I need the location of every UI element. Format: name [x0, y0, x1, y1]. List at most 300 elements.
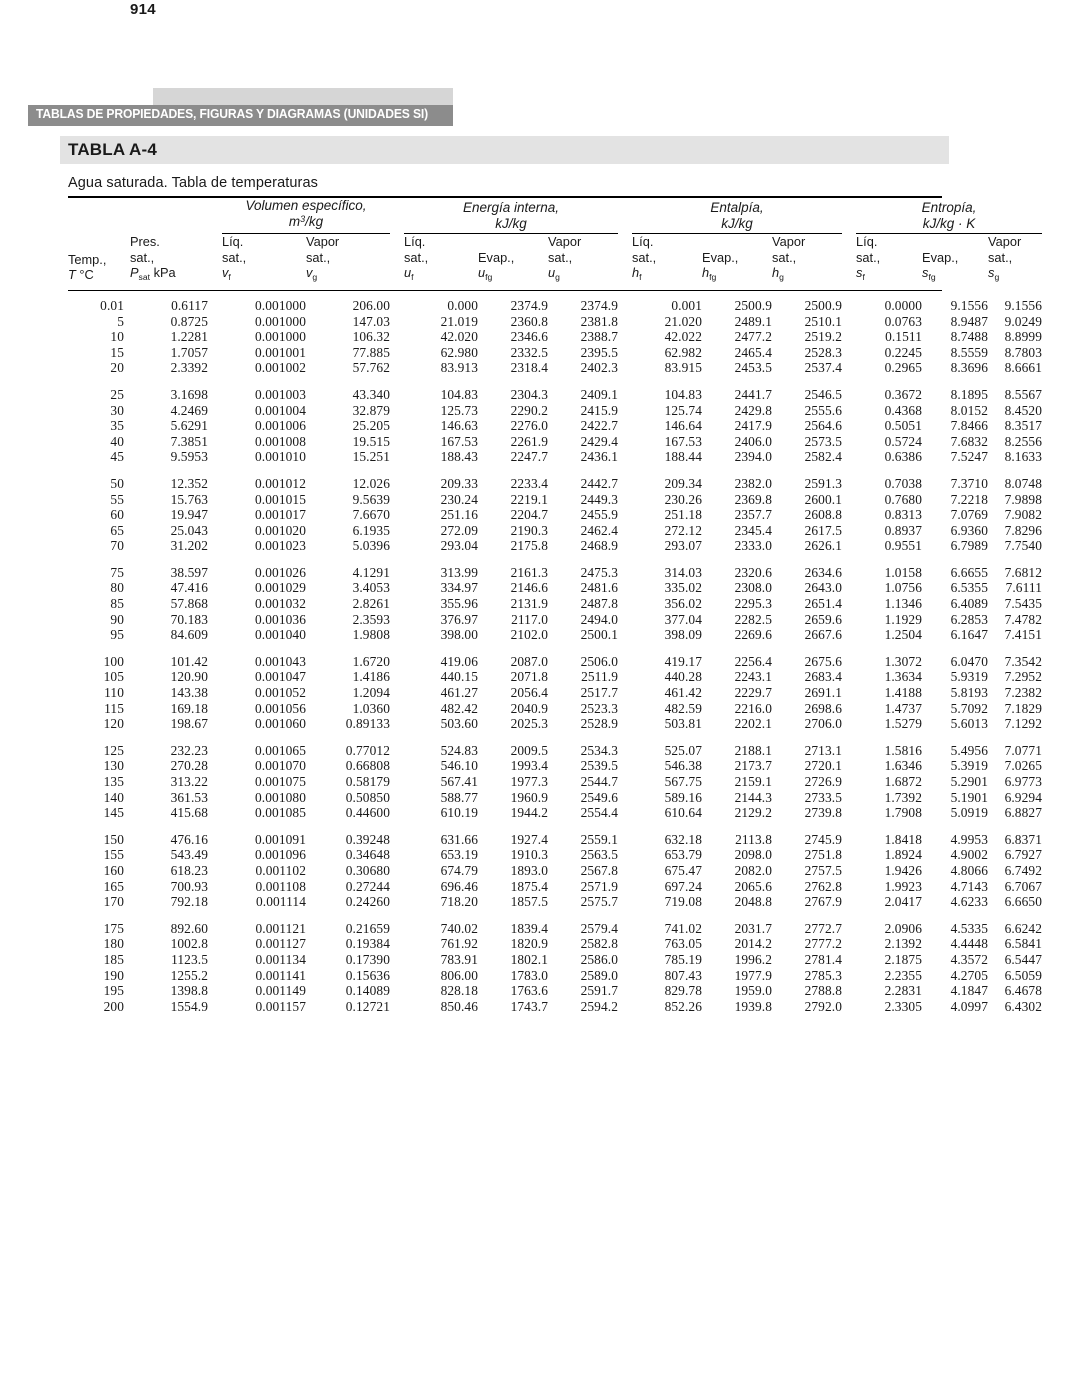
column-gap [208, 565, 222, 581]
cell-value: 1.5816 [884, 742, 922, 758]
cell-value: 0.19384 [345, 936, 390, 952]
cell-value: 1763.6 [510, 983, 548, 999]
cell-temperature: 145 [103, 805, 124, 821]
column-gap [208, 685, 222, 701]
cell-value: 6.4678 [1004, 983, 1042, 999]
cell-value: 2282.5 [734, 611, 772, 627]
column-gap [842, 449, 856, 465]
column-gap [618, 654, 632, 670]
cell-value: 7.6111 [1005, 580, 1042, 596]
cell-value: 1.1346 [884, 596, 922, 612]
column-gap [208, 936, 222, 952]
column-header-row [68, 234, 1042, 287]
cell-value: 0.001010 [254, 449, 306, 465]
cell-value: 2065.6 [734, 878, 772, 894]
cell-value: 4.8066 [950, 862, 988, 878]
cell-value: 2290.2 [510, 402, 548, 418]
table-row [68, 580, 1042, 596]
cell-value: 2651.4 [804, 596, 842, 612]
cell-value: 230.24 [440, 491, 478, 507]
cell-value: 7.1292 [1004, 716, 1042, 732]
cell-value: 293.04 [440, 538, 478, 554]
cell-value: 1002.8 [170, 936, 208, 952]
cell-value: 2487.8 [580, 596, 618, 612]
cell-value: 2579.4 [580, 920, 618, 936]
column-gap [390, 418, 404, 434]
column-gap [842, 523, 856, 539]
column-gap [842, 758, 856, 774]
cell-value: 2304.3 [510, 386, 548, 402]
cell-value: 0.001017 [254, 507, 306, 523]
cell-value: 6.6655 [950, 564, 988, 580]
cell-temperature: 120 [103, 716, 124, 732]
column-gap [618, 565, 632, 581]
table-row [68, 345, 1042, 361]
cell-value: 270.28 [170, 758, 208, 774]
table-row [68, 596, 1042, 612]
cell-value: 8.3517 [1004, 418, 1042, 434]
cell-value: 104.83 [440, 386, 478, 402]
cell-value: 84.609 [170, 627, 208, 643]
cell-value: 2374.9 [580, 297, 618, 313]
cell-value: 0.001029 [254, 580, 306, 596]
column-gap [842, 847, 856, 863]
column-gap [842, 360, 856, 376]
column-gap [618, 627, 632, 643]
column-gap [208, 403, 222, 419]
table-row [68, 758, 1042, 774]
cell-value: 2772.7 [804, 920, 842, 936]
cell-value: 807.43 [664, 967, 702, 983]
column-gap [390, 492, 404, 508]
cell-value: 419.17 [664, 653, 702, 669]
cell-value: 6.4302 [1004, 998, 1042, 1014]
cell-value: 0.77012 [345, 742, 390, 758]
cell-value: 0.001008 [254, 433, 306, 449]
cell-value: 0.001080 [254, 789, 306, 805]
cell-value: 1783.0 [510, 967, 548, 983]
cell-value: 2745.9 [804, 831, 842, 847]
column-gap [390, 669, 404, 685]
column-gap [618, 449, 632, 465]
cell-value: 2617.5 [804, 522, 842, 538]
cell-value: 206.00 [352, 297, 390, 313]
cell-value: 719.08 [664, 894, 702, 910]
cell-value: 2102.0 [510, 627, 548, 643]
column-gap [390, 565, 404, 581]
cell-value: 2.2355 [884, 967, 922, 983]
cell-value: 7.2218 [950, 491, 988, 507]
cell-value: 1993.4 [510, 758, 548, 774]
cell-value: 9.1556 [1004, 297, 1042, 313]
cell-value: 2056.4 [510, 685, 548, 701]
cell-value: 4.1847 [950, 983, 988, 999]
cell-value: 2382.0 [734, 475, 772, 491]
cell-value: 0.50850 [345, 789, 390, 805]
column-gap [208, 596, 222, 612]
cell-value: 2402.3 [580, 360, 618, 376]
column-gap [618, 403, 632, 419]
cell-value: 785.19 [664, 951, 702, 967]
column-gap [390, 403, 404, 419]
col-header-hg: Vapor sat., $h_g$ [772, 234, 806, 282]
column-gap [842, 863, 856, 879]
cell-value: 1.4186 [352, 669, 390, 685]
cell-temperature: 190 [103, 967, 124, 983]
cell-value: 0.5051 [884, 418, 922, 434]
table-row [68, 387, 1042, 403]
cell-value: 251.16 [440, 507, 478, 523]
cell-value: 2489.1 [734, 313, 772, 329]
column-gap [618, 805, 632, 821]
cell-value: 0.001047 [254, 669, 306, 685]
cell-value: 2733.5 [804, 789, 842, 805]
column-gap [208, 434, 222, 450]
cell-value: 1.3072 [884, 653, 922, 669]
group-header-volumen-name: Volumen específico, [245, 198, 367, 213]
cell-value: 1.9426 [884, 862, 922, 878]
cell-value: 146.63 [440, 418, 478, 434]
cell-value: 0.001043 [254, 653, 306, 669]
column-gap [842, 936, 856, 952]
cell-value: 2417.9 [734, 418, 772, 434]
cell-value: 852.26 [664, 998, 702, 1014]
column-gap [208, 832, 222, 848]
col-header-vg: Vapor sat., $v_g$ [306, 234, 340, 282]
column-gap [208, 314, 222, 330]
cell-value: 7.5435 [1004, 596, 1042, 612]
column-gap [842, 743, 856, 759]
cell-value: 2.3392 [170, 360, 208, 376]
column-gap [618, 685, 632, 701]
column-gap [842, 879, 856, 895]
cell-value: 2626.1 [804, 538, 842, 554]
cell-value: 293.07 [664, 538, 702, 554]
cell-value: 5.6013 [950, 716, 988, 732]
col-header-sg: Vapor sat., $s_g$ [988, 234, 1022, 282]
cell-value: 1944.2 [510, 805, 548, 821]
cell-value: 8.4520 [1004, 402, 1042, 418]
cell-value: 0.001121 [255, 920, 306, 936]
cell-value: 6.2853 [950, 611, 988, 627]
table-row [68, 952, 1042, 968]
cell-temperature: 140 [103, 789, 124, 805]
cell-value: 2087.0 [510, 653, 548, 669]
cell-value: 2.0906 [884, 920, 922, 936]
cell-value: 2146.6 [510, 580, 548, 596]
cell-value: 0.001003 [254, 386, 306, 402]
cell-value: 6.4089 [950, 596, 988, 612]
table-row [68, 879, 1042, 895]
cell-value: 7.3542 [1004, 653, 1042, 669]
cell-value: 2295.3 [734, 596, 772, 612]
group-header-entalpia-name: Entalpía, [710, 200, 764, 215]
table-row [68, 449, 1042, 465]
cell-value: 700.93 [170, 878, 208, 894]
cell-value: 198.67 [170, 716, 208, 732]
cell-value: 1910.3 [510, 847, 548, 863]
column-gap [390, 654, 404, 670]
column-gap [390, 983, 404, 999]
cell-value: 440.15 [440, 669, 478, 685]
column-gap [208, 701, 222, 717]
cell-value: 2243.1 [734, 669, 772, 685]
cell-value: 6.6242 [1004, 920, 1042, 936]
cell-temperature: 65 [110, 522, 124, 538]
table-row [68, 790, 1042, 806]
cell-value: 2.3305 [884, 998, 922, 1014]
column-gap [208, 863, 222, 879]
cell-value: 543.49 [170, 847, 208, 863]
cell-value: 2031.7 [734, 920, 772, 936]
column-gap [208, 847, 222, 863]
cell-temperature: 125 [103, 742, 124, 758]
column-gap [618, 596, 632, 612]
column-gap [618, 968, 632, 984]
cell-value: 251.18 [664, 507, 702, 523]
column-gap [208, 968, 222, 984]
column-gap [618, 345, 632, 361]
cell-value: 1.1929 [884, 611, 922, 627]
cell-value: 2.1392 [884, 936, 922, 952]
cell-value: 0.5724 [884, 433, 922, 449]
cell-value: 314.03 [664, 564, 702, 580]
cell-value: 0.001114 [255, 894, 306, 910]
cell-value: 4.2469 [170, 402, 208, 418]
cell-value: 2429.4 [580, 433, 618, 449]
cell-value: 2415.9 [580, 402, 618, 418]
cell-value: 589.16 [664, 789, 702, 805]
cell-value: 2409.1 [580, 386, 618, 402]
cell-value: 2523.3 [580, 700, 618, 716]
cell-value: 2.1875 [884, 951, 922, 967]
cell-value: 2269.6 [734, 627, 772, 643]
cell-temperature: 35 [110, 418, 124, 434]
column-gap [390, 774, 404, 790]
cell-value: 2394.0 [734, 449, 772, 465]
cell-value: 2506.0 [580, 653, 618, 669]
column-gap [390, 298, 404, 314]
cell-value: 2517.7 [580, 685, 618, 701]
cell-value: 2159.1 [734, 774, 772, 789]
column-gap [208, 894, 222, 910]
cell-value: 0.17390 [345, 951, 390, 967]
cell-value: 6.5447 [1004, 951, 1042, 967]
cell-value: 2374.9 [510, 297, 548, 313]
table-row [68, 936, 1042, 952]
cell-value: 0.000 [447, 297, 478, 313]
column-gap [208, 774, 222, 790]
cell-temperature: 75 [110, 564, 124, 580]
cell-value: 0.001020 [254, 522, 306, 538]
row-spacer [68, 465, 1042, 476]
cell-value: 761.92 [440, 936, 478, 952]
column-gap [842, 492, 856, 508]
row-spacer [68, 821, 1042, 832]
cell-value: 2229.7 [734, 685, 772, 701]
table-row [68, 314, 1042, 330]
cell-value: 440.28 [664, 669, 702, 685]
cell-value: 9.1556 [950, 297, 988, 313]
cell-value: 2117.0 [511, 611, 548, 627]
column-gap [618, 701, 632, 717]
cell-value: 0.001032 [254, 596, 306, 612]
cell-value: 232.23 [170, 742, 208, 758]
cell-temperature: 115 [104, 700, 124, 716]
cell-value: 1.7392 [884, 789, 922, 805]
column-gap [208, 507, 222, 523]
column-gap [842, 805, 856, 821]
column-gap [208, 476, 222, 492]
cell-value: 2582.4 [804, 449, 842, 465]
column-gap [208, 743, 222, 759]
cell-value: 567.41 [440, 774, 478, 789]
cell-value: 2781.4 [804, 951, 842, 967]
cell-value: 2406.0 [734, 433, 772, 449]
cell-value: 2675.6 [804, 653, 842, 669]
cell-value: 0.001036 [254, 611, 306, 627]
cell-value: 125.73 [440, 402, 478, 418]
table-row [68, 476, 1042, 492]
cell-value: 696.46 [440, 878, 478, 894]
cell-value: 2318.4 [510, 360, 548, 376]
cell-value: 1.4737 [884, 700, 922, 716]
column-gap [618, 507, 632, 523]
column-gap [390, 596, 404, 612]
group-header-volumen-units: $m^3/kg$ [288, 213, 324, 229]
table-row [68, 403, 1042, 419]
cell-value: 2500.9 [734, 297, 772, 313]
column-gap [618, 790, 632, 806]
table-row [68, 805, 1042, 821]
cell-value: 8.1633 [1004, 449, 1042, 465]
column-gap [390, 790, 404, 806]
cell-value: 0.0763 [884, 313, 922, 329]
properties-data-body [68, 298, 1042, 1014]
cell-value: 1959.0 [734, 983, 772, 999]
column-gap [842, 596, 856, 612]
cell-value: 2381.8 [580, 313, 618, 329]
cell-value: 2544.7 [580, 774, 618, 789]
cell-value: 3.1698 [170, 386, 208, 402]
cell-value: 461.42 [664, 685, 702, 701]
cell-value: 143.38 [170, 685, 208, 701]
cell-temperature: 45 [110, 449, 124, 465]
column-gap [390, 999, 404, 1015]
cell-value: 2559.1 [580, 831, 618, 847]
cell-value: 0.8313 [884, 507, 922, 523]
cell-value: 7.2382 [1004, 685, 1042, 701]
column-gap [842, 774, 856, 790]
cell-value: 47.416 [170, 580, 208, 596]
cell-value: 5.2901 [950, 774, 988, 789]
cell-value: 653.19 [440, 847, 478, 863]
cell-value: 6.5355 [950, 580, 988, 596]
column-gap [618, 329, 632, 345]
cell-value: 15.251 [352, 449, 390, 465]
cell-value: 398.00 [440, 627, 478, 643]
col-header-temp: Temp., T °C [68, 251, 107, 283]
cell-value: 482.59 [664, 700, 702, 716]
cell-value: 0.39248 [345, 831, 390, 847]
cell-value: 892.60 [170, 920, 208, 936]
col-header-pres-sat: Pres. sat., $P_{sat}$ kPa [130, 234, 176, 282]
cell-value: 2739.8 [804, 805, 842, 821]
cell-value: 2048.8 [734, 894, 772, 910]
cell-value: 1.5279 [884, 716, 922, 732]
row-spacer [68, 910, 1042, 921]
cell-value: 0.4368 [884, 402, 922, 418]
cell-value: 632.18 [664, 831, 702, 847]
cell-temperature: 130 [103, 758, 124, 774]
cell-value: 8.7488 [950, 329, 988, 345]
column-gap [208, 879, 222, 895]
column-gap [618, 298, 632, 314]
cell-value: 43.340 [352, 386, 390, 402]
cell-temperature: 165 [103, 878, 124, 894]
cell-value: 9.5953 [170, 449, 208, 465]
column-gap [208, 360, 222, 376]
cell-value: 740.02 [440, 920, 478, 936]
cell-temperature: 20 [110, 360, 124, 376]
cell-value: 2537.4 [804, 360, 842, 376]
table-row [68, 612, 1042, 628]
table-row [68, 832, 1042, 848]
cell-value: 503.60 [440, 716, 478, 732]
column-gap [842, 654, 856, 670]
cell-value: 0.8937 [884, 522, 922, 538]
column-gap [208, 345, 222, 361]
cell-value: 2643.0 [804, 580, 842, 596]
cell-value: 2511.9 [581, 669, 618, 685]
cell-value: 4.9002 [950, 847, 988, 863]
column-gap [208, 805, 222, 821]
column-gap [618, 983, 632, 999]
cell-value: 2600.1 [804, 491, 842, 507]
table-row [68, 921, 1042, 937]
cell-temperature: 50 [110, 475, 124, 491]
cell-value: 7.5247 [950, 449, 988, 465]
table-row [68, 492, 1042, 508]
cell-value: 19.947 [170, 507, 208, 523]
cell-temperature: 100 [103, 653, 124, 669]
column-gap [208, 952, 222, 968]
column-gap [390, 627, 404, 643]
column-gap [390, 329, 404, 345]
cell-value: 0.001108 [255, 878, 306, 894]
cell-value: 6.5059 [1004, 967, 1042, 983]
cell-value: 31.202 [170, 538, 208, 554]
cell-value: 2683.4 [804, 669, 842, 685]
table-row [68, 894, 1042, 910]
cell-value: 6.8827 [1004, 805, 1042, 821]
cell-value: 2333.0 [734, 538, 772, 554]
table-header-rule [68, 290, 942, 291]
cell-value: 476.16 [170, 831, 208, 847]
column-gap [842, 894, 856, 910]
cell-value: 0.001096 [254, 847, 306, 863]
cell-value: 1.9923 [884, 878, 922, 894]
table-row [68, 774, 1042, 790]
column-gap [842, 685, 856, 701]
column-gap [208, 523, 222, 539]
cell-value: 2713.1 [804, 742, 842, 758]
column-gap [618, 669, 632, 685]
cell-value: 0.001141 [255, 967, 306, 983]
cell-value: 850.46 [440, 998, 478, 1014]
cell-value: 6.9360 [950, 522, 988, 538]
cell-value: 0.001000 [254, 313, 306, 329]
